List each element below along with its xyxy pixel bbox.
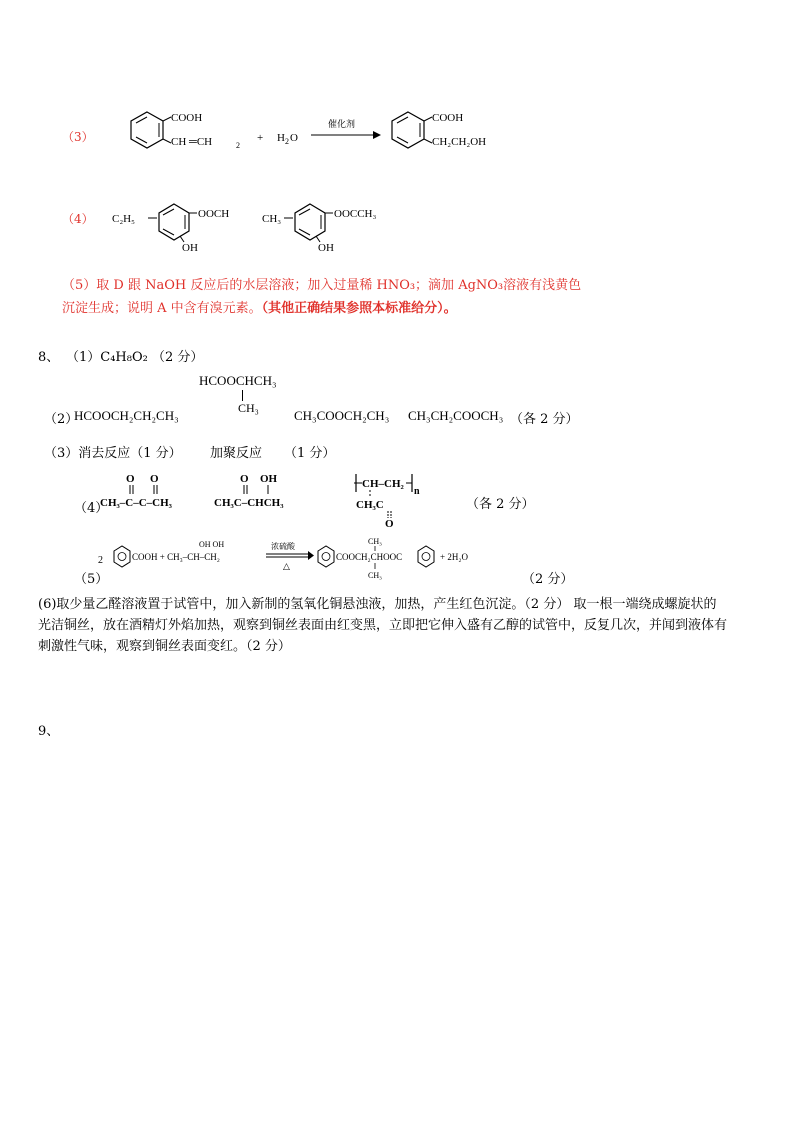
s8-q1: （1）C₄H₈O₂ （2 分） bbox=[66, 350, 204, 365]
m1-o-left: O bbox=[126, 473, 135, 485]
s8-q2-label: （2） bbox=[44, 412, 79, 427]
s8-q5-reaction bbox=[98, 535, 508, 587]
water-sub: 2 bbox=[285, 137, 289, 146]
product-cooh: COOH bbox=[432, 112, 464, 124]
water-o: O bbox=[290, 132, 298, 144]
product-chain: CH₂CH₂OH bbox=[432, 136, 487, 148]
m2-hydroxyketone: CH₃C–CHCH₃ bbox=[214, 497, 284, 509]
m2-left-group: CH₃ bbox=[262, 213, 282, 225]
q4-label: （4） bbox=[62, 212, 94, 226]
q5-line2 bbox=[62, 297, 457, 316]
benzene-ring-icon bbox=[318, 546, 334, 567]
catalyst-label: 催化剂 bbox=[328, 119, 356, 129]
polymer-side-chain: CH₃C bbox=[356, 499, 384, 511]
polymer-n: n bbox=[414, 486, 420, 497]
s8-q2-isomer-a: HCOOCH₂CH₂CH₃ bbox=[74, 408, 179, 423]
reactant-vinyl-sub: 2 bbox=[236, 141, 240, 150]
benzene-ring-icon bbox=[114, 546, 130, 567]
s8-q3-part1: （3）消去反应（1 分） bbox=[44, 446, 182, 461]
water-h: H bbox=[277, 132, 285, 144]
s8-q3-part3: （1 分） bbox=[284, 446, 336, 461]
m2-oh: OH bbox=[260, 473, 278, 485]
s8-q5-label: （5） bbox=[74, 572, 109, 587]
q5-ester: COOCH₂CHOOC bbox=[336, 552, 403, 562]
s8-q3-part2: 加聚反应 bbox=[210, 446, 263, 461]
m1-diketone: CH₃–C–C–CH₃ bbox=[100, 497, 172, 509]
q4-structures bbox=[112, 196, 402, 254]
s8-number: 8、 bbox=[38, 350, 60, 365]
s8-q2-score: （各 2 分） bbox=[510, 412, 579, 427]
q5-diol-oh: OH OH bbox=[199, 540, 225, 549]
s8-q2-branch-bond bbox=[242, 390, 243, 401]
m2-o: O bbox=[240, 473, 249, 485]
polymer-o: O bbox=[385, 518, 394, 530]
m2-right-group: OOCCH₃ bbox=[334, 208, 377, 220]
q3-reaction-diagram bbox=[125, 105, 515, 163]
s8-q4-score: （各 2 分） bbox=[466, 497, 535, 512]
s9-number: 9、 bbox=[38, 724, 60, 739]
q5-line2-text: 沉淀生成；说明 A 中含有溴元素。 bbox=[62, 301, 262, 316]
s8-q6-line2: 光洁铜丝，放在酒精灯外焰加热，观察到铜丝表面由红变黑，立即把它伸入盛有乙醇的试管中，反复几次，并闻到液体有 bbox=[38, 618, 728, 633]
q5-condition: 浓硫酸 bbox=[271, 542, 295, 551]
q5-ch3-top: CH₃ bbox=[368, 537, 382, 546]
reactant-vinyl: CH ═CH bbox=[171, 136, 213, 148]
plus-sign: + bbox=[257, 132, 264, 144]
s8-q2-branched-top: HCOOCHCH₃ bbox=[199, 373, 277, 388]
q5-water: + 2H₂O bbox=[440, 552, 468, 562]
q5-ch3-bottom: CH₃ bbox=[368, 571, 382, 580]
s8-q2-isomer-c: CH₃COOCH₂CH₃ bbox=[294, 408, 390, 423]
polymer-backbone: CH–CH₂ bbox=[362, 478, 404, 490]
s8-q5-score: （2 分） bbox=[522, 572, 574, 587]
m1-o-right: O bbox=[150, 473, 159, 485]
m1-oh: OH bbox=[182, 242, 198, 254]
m1-right-group: OOCH bbox=[198, 208, 230, 220]
reactant-cooh: COOH bbox=[171, 112, 203, 124]
m2-oh: OH bbox=[318, 242, 334, 254]
benzene-ring-icon bbox=[418, 546, 434, 567]
q5-heat: △ bbox=[283, 561, 290, 571]
s8-q4-label: （4） bbox=[74, 501, 109, 516]
q3-label: （3） bbox=[62, 130, 94, 144]
s8-q6-line3: 刺激性气味，观察到铜丝表面变红。（2 分） bbox=[38, 639, 291, 654]
m1-left-group: C₂H₅ bbox=[112, 213, 135, 225]
s8-q2-branched-bottom: CH₃ bbox=[238, 401, 259, 415]
s8-q6-line1: (6)取少量乙醛溶液置于试管中，加入新制的氢氧化铜悬浊液，加热，产生红色沉淀。（2 分） 取一根一端绕成螺旋状的 bbox=[38, 597, 717, 612]
q5-coefficient: 2 bbox=[98, 555, 103, 566]
s8-q6-paragraph bbox=[38, 594, 744, 657]
q5-reactants: COOH + CH₃–CH–CH₂ bbox=[132, 552, 220, 562]
s8-q2-isomer-d: CH₃CH₂COOCH₃ bbox=[408, 408, 504, 423]
q5-line1: （5）取 D 跟 NaOH 反应后的水层溶液；加入过量稀 HNO₃；滴加 AgNO₃溶液有浅黄色 bbox=[62, 278, 582, 293]
q5-line2-note: （其他正确结果参照本标准给分）。 bbox=[261, 301, 457, 316]
